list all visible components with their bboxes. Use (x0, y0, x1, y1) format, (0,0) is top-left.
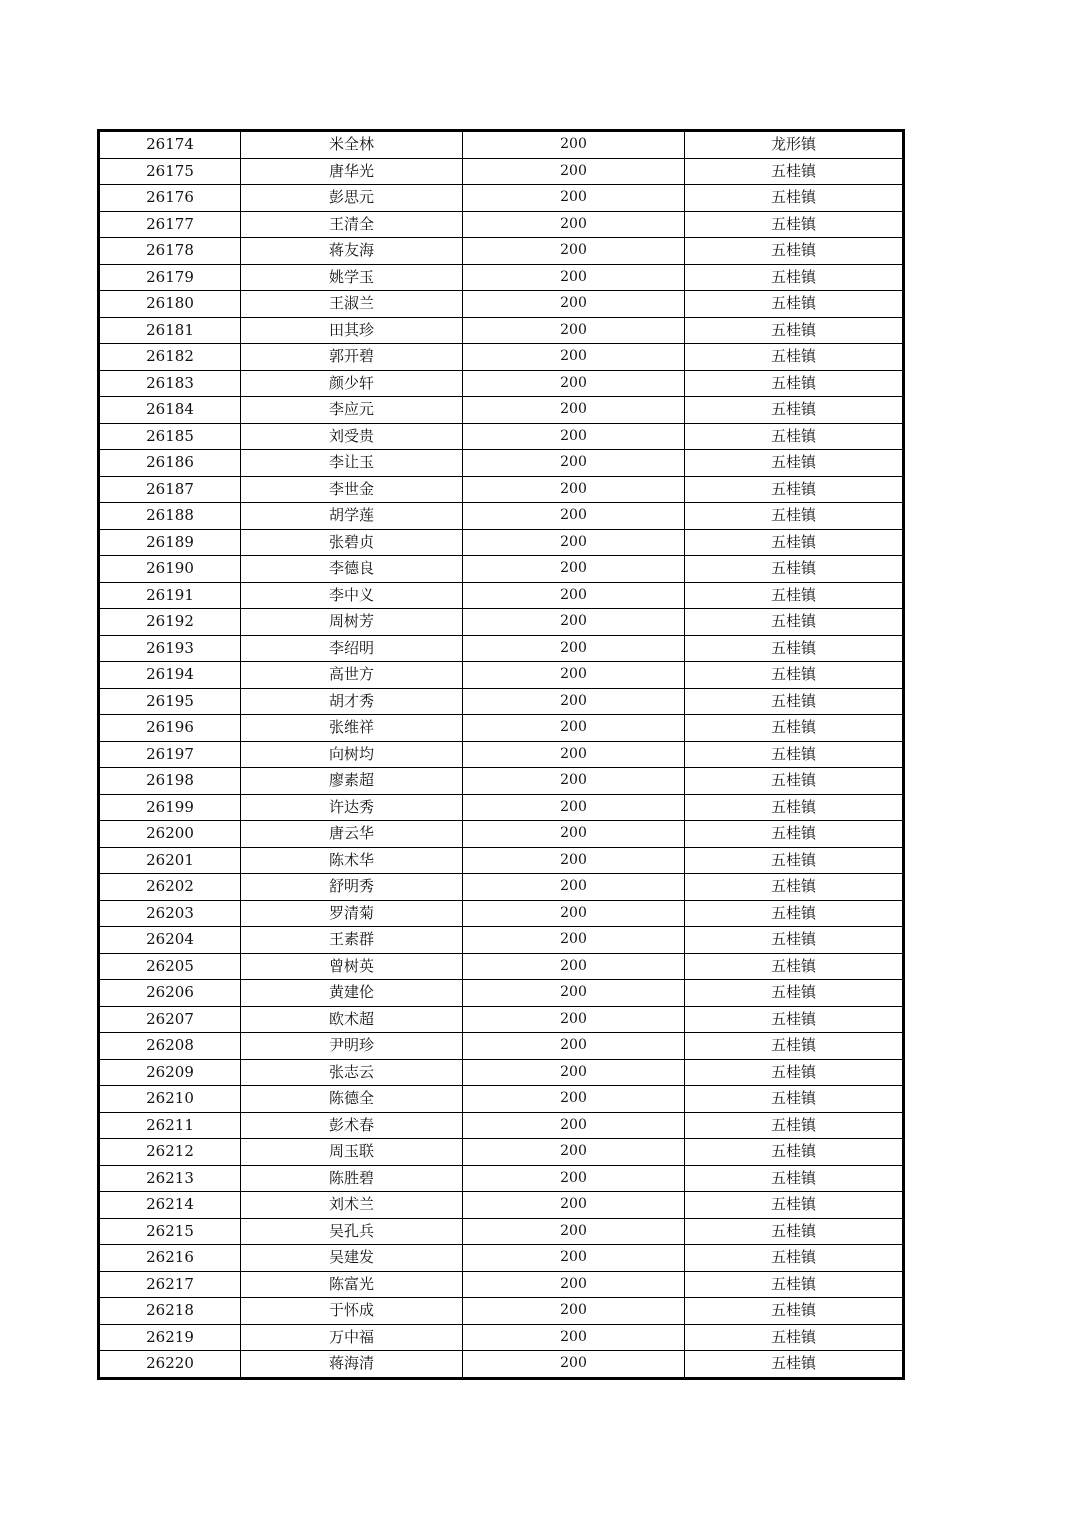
table-row (100, 556, 903, 583)
cell-town: 五桂镇 (685, 238, 903, 265)
cell-id: 26187 (100, 476, 241, 503)
table-row (100, 1218, 903, 1245)
cell-name: 张碧贞 (241, 529, 463, 556)
cell-amount: 200 (463, 1059, 685, 1086)
cell-id: 26195 (100, 688, 241, 715)
cell-town: 五桂镇 (685, 609, 903, 636)
cell-amount: 200 (463, 1139, 685, 1166)
table-row (100, 662, 903, 689)
cell-id: 26178 (100, 238, 241, 265)
cell-amount: 200 (463, 1298, 685, 1325)
cell-amount: 200 (463, 635, 685, 662)
cell-amount: 200 (463, 980, 685, 1007)
table-row (100, 927, 903, 954)
cell-name: 彭思元 (241, 185, 463, 212)
data-table (99, 131, 903, 1378)
table-row (100, 370, 903, 397)
cell-id: 26204 (100, 927, 241, 954)
cell-town: 五桂镇 (685, 1033, 903, 1060)
table-row (100, 874, 903, 901)
table-row (100, 158, 903, 185)
cell-name: 李绍明 (241, 635, 463, 662)
cell-name: 蒋友海 (241, 238, 463, 265)
cell-id: 26218 (100, 1298, 241, 1325)
cell-id: 26175 (100, 158, 241, 185)
cell-town: 五桂镇 (685, 450, 903, 477)
cell-amount: 200 (463, 927, 685, 954)
cell-amount: 200 (463, 794, 685, 821)
cell-id: 26186 (100, 450, 241, 477)
table-row (100, 1351, 903, 1378)
cell-name: 刘受贵 (241, 423, 463, 450)
cell-town: 五桂镇 (685, 635, 903, 662)
cell-amount: 200 (463, 741, 685, 768)
table-row (100, 847, 903, 874)
cell-amount: 200 (463, 1006, 685, 1033)
cell-amount: 200 (463, 715, 685, 742)
table-row (100, 1033, 903, 1060)
cell-id: 26219 (100, 1324, 241, 1351)
cell-id: 26179 (100, 264, 241, 291)
cell-town: 五桂镇 (685, 953, 903, 980)
cell-town: 五桂镇 (685, 927, 903, 954)
cell-id: 26203 (100, 900, 241, 927)
cell-id: 26191 (100, 582, 241, 609)
cell-town: 五桂镇 (685, 211, 903, 238)
cell-name: 王清全 (241, 211, 463, 238)
table-row (100, 529, 903, 556)
cell-id: 26212 (100, 1139, 241, 1166)
cell-amount: 200 (463, 847, 685, 874)
table-row (100, 344, 903, 371)
cell-name: 王淑兰 (241, 291, 463, 318)
cell-id: 26201 (100, 847, 241, 874)
cell-amount: 200 (463, 821, 685, 848)
table-row (100, 741, 903, 768)
cell-town: 五桂镇 (685, 1271, 903, 1298)
cell-id: 26189 (100, 529, 241, 556)
cell-name: 陈德全 (241, 1086, 463, 1113)
cell-name: 彭术春 (241, 1112, 463, 1139)
cell-amount: 200 (463, 397, 685, 424)
cell-amount: 200 (463, 1165, 685, 1192)
cell-name: 吴建发 (241, 1245, 463, 1272)
table-row (100, 1139, 903, 1166)
table-row (100, 132, 903, 159)
table-row (100, 821, 903, 848)
cell-name: 周玉联 (241, 1139, 463, 1166)
cell-name: 吴孔兵 (241, 1218, 463, 1245)
cell-town: 五桂镇 (685, 185, 903, 212)
table-row (100, 1192, 903, 1219)
cell-id: 26188 (100, 503, 241, 530)
cell-id: 26190 (100, 556, 241, 583)
table-row (100, 794, 903, 821)
cell-name: 张志云 (241, 1059, 463, 1086)
cell-amount: 200 (463, 609, 685, 636)
cell-id: 26210 (100, 1086, 241, 1113)
cell-amount: 200 (463, 1324, 685, 1351)
cell-id: 26192 (100, 609, 241, 636)
cell-town: 五桂镇 (685, 1324, 903, 1351)
cell-name: 米全林 (241, 132, 463, 159)
cell-id: 26196 (100, 715, 241, 742)
cell-amount: 200 (463, 1086, 685, 1113)
cell-name: 蒋海清 (241, 1351, 463, 1378)
cell-amount: 200 (463, 1192, 685, 1219)
cell-town: 五桂镇 (685, 900, 903, 927)
cell-town: 五桂镇 (685, 397, 903, 424)
cell-id: 26194 (100, 662, 241, 689)
cell-name: 姚学玉 (241, 264, 463, 291)
table-row (100, 264, 903, 291)
table-row (100, 185, 903, 212)
cell-name: 许达秀 (241, 794, 463, 821)
table-row (100, 1245, 903, 1272)
table-row (100, 1006, 903, 1033)
data-table-container (97, 129, 905, 1380)
cell-amount: 200 (463, 662, 685, 689)
cell-name: 向树均 (241, 741, 463, 768)
cell-town: 龙形镇 (685, 132, 903, 159)
cell-amount: 200 (463, 529, 685, 556)
cell-id: 26199 (100, 794, 241, 821)
cell-amount: 200 (463, 370, 685, 397)
table-row (100, 476, 903, 503)
cell-town: 五桂镇 (685, 476, 903, 503)
cell-id: 26213 (100, 1165, 241, 1192)
cell-town: 五桂镇 (685, 1245, 903, 1272)
cell-name: 唐华光 (241, 158, 463, 185)
cell-amount: 200 (463, 874, 685, 901)
table-row (100, 423, 903, 450)
cell-amount: 200 (463, 450, 685, 477)
cell-town: 五桂镇 (685, 741, 903, 768)
cell-amount: 200 (463, 158, 685, 185)
table-row (100, 715, 903, 742)
cell-town: 五桂镇 (685, 980, 903, 1007)
cell-name: 田其珍 (241, 317, 463, 344)
cell-name: 李世金 (241, 476, 463, 503)
cell-id: 26181 (100, 317, 241, 344)
cell-amount: 200 (463, 503, 685, 530)
table-row (100, 688, 903, 715)
cell-amount: 200 (463, 556, 685, 583)
cell-id: 26176 (100, 185, 241, 212)
table-row (100, 211, 903, 238)
cell-id: 26208 (100, 1033, 241, 1060)
cell-town: 五桂镇 (685, 317, 903, 344)
cell-name: 李中义 (241, 582, 463, 609)
cell-id: 26216 (100, 1245, 241, 1272)
cell-id: 26185 (100, 423, 241, 450)
cell-name: 张维祥 (241, 715, 463, 742)
table-row (100, 397, 903, 424)
cell-amount: 200 (463, 185, 685, 212)
cell-id: 26215 (100, 1218, 241, 1245)
cell-town: 五桂镇 (685, 1351, 903, 1378)
table-row (100, 980, 903, 1007)
cell-id: 26200 (100, 821, 241, 848)
cell-town: 五桂镇 (685, 874, 903, 901)
cell-amount: 200 (463, 423, 685, 450)
cell-amount: 200 (463, 1271, 685, 1298)
cell-town: 五桂镇 (685, 158, 903, 185)
cell-town: 五桂镇 (685, 1112, 903, 1139)
cell-amount: 200 (463, 264, 685, 291)
cell-name: 于怀成 (241, 1298, 463, 1325)
cell-town: 五桂镇 (685, 715, 903, 742)
cell-town: 五桂镇 (685, 291, 903, 318)
cell-name: 王素群 (241, 927, 463, 954)
cell-name: 高世方 (241, 662, 463, 689)
cell-town: 五桂镇 (685, 794, 903, 821)
table-row (100, 900, 903, 927)
cell-id: 26207 (100, 1006, 241, 1033)
cell-name: 周树芳 (241, 609, 463, 636)
cell-amount: 200 (463, 768, 685, 795)
cell-amount: 200 (463, 1112, 685, 1139)
cell-amount: 200 (463, 344, 685, 371)
table-row (100, 317, 903, 344)
cell-town: 五桂镇 (685, 370, 903, 397)
cell-name: 唐云华 (241, 821, 463, 848)
cell-id: 26198 (100, 768, 241, 795)
table-row (100, 635, 903, 662)
cell-amount: 200 (463, 1033, 685, 1060)
cell-amount: 200 (463, 582, 685, 609)
cell-town: 五桂镇 (685, 662, 903, 689)
cell-id: 26182 (100, 344, 241, 371)
table-row (100, 1271, 903, 1298)
cell-amount: 200 (463, 953, 685, 980)
cell-name: 曾树英 (241, 953, 463, 980)
cell-id: 26206 (100, 980, 241, 1007)
cell-town: 五桂镇 (685, 1059, 903, 1086)
table-row (100, 1059, 903, 1086)
cell-name: 陈术华 (241, 847, 463, 874)
cell-id: 26217 (100, 1271, 241, 1298)
cell-amount: 200 (463, 132, 685, 159)
cell-name: 黄建伦 (241, 980, 463, 1007)
cell-town: 五桂镇 (685, 1192, 903, 1219)
cell-amount: 200 (463, 476, 685, 503)
cell-id: 26202 (100, 874, 241, 901)
cell-name: 舒明秀 (241, 874, 463, 901)
cell-amount: 200 (463, 317, 685, 344)
table-row (100, 1112, 903, 1139)
cell-name: 廖素超 (241, 768, 463, 795)
cell-amount: 200 (463, 1245, 685, 1272)
table-row (100, 1086, 903, 1113)
cell-town: 五桂镇 (685, 529, 903, 556)
cell-id: 26211 (100, 1112, 241, 1139)
cell-town: 五桂镇 (685, 503, 903, 530)
cell-town: 五桂镇 (685, 582, 903, 609)
cell-town: 五桂镇 (685, 264, 903, 291)
cell-amount: 200 (463, 238, 685, 265)
table-row (100, 609, 903, 636)
cell-town: 五桂镇 (685, 423, 903, 450)
cell-town: 五桂镇 (685, 1086, 903, 1113)
cell-town: 五桂镇 (685, 344, 903, 371)
table-row (100, 582, 903, 609)
cell-town: 五桂镇 (685, 1298, 903, 1325)
cell-id: 26183 (100, 370, 241, 397)
cell-id: 26174 (100, 132, 241, 159)
cell-name: 李应元 (241, 397, 463, 424)
cell-amount: 200 (463, 1351, 685, 1378)
cell-id: 26205 (100, 953, 241, 980)
cell-name: 欧术超 (241, 1006, 463, 1033)
cell-id: 26197 (100, 741, 241, 768)
cell-town: 五桂镇 (685, 768, 903, 795)
cell-name: 尹明珍 (241, 1033, 463, 1060)
cell-town: 五桂镇 (685, 847, 903, 874)
cell-name: 罗清菊 (241, 900, 463, 927)
cell-id: 26180 (100, 291, 241, 318)
cell-id: 26220 (100, 1351, 241, 1378)
cell-name: 李德良 (241, 556, 463, 583)
cell-amount: 200 (463, 211, 685, 238)
cell-name: 陈胜碧 (241, 1165, 463, 1192)
table-row (100, 953, 903, 980)
table-row (100, 503, 903, 530)
cell-name: 郭开碧 (241, 344, 463, 371)
cell-town: 五桂镇 (685, 688, 903, 715)
cell-id: 26177 (100, 211, 241, 238)
cell-id: 26184 (100, 397, 241, 424)
cell-name: 陈富光 (241, 1271, 463, 1298)
cell-amount: 200 (463, 1218, 685, 1245)
table-row (100, 1298, 903, 1325)
cell-id: 26209 (100, 1059, 241, 1086)
cell-town: 五桂镇 (685, 821, 903, 848)
cell-name: 李让玉 (241, 450, 463, 477)
table-body (100, 132, 903, 1378)
cell-name: 胡才秀 (241, 688, 463, 715)
cell-town: 五桂镇 (685, 1218, 903, 1245)
table-row (100, 291, 903, 318)
cell-town: 五桂镇 (685, 556, 903, 583)
cell-amount: 200 (463, 900, 685, 927)
table-row (100, 450, 903, 477)
cell-name: 刘术兰 (241, 1192, 463, 1219)
cell-amount: 200 (463, 688, 685, 715)
cell-name: 胡学莲 (241, 503, 463, 530)
cell-amount: 200 (463, 291, 685, 318)
cell-name: 颜少轩 (241, 370, 463, 397)
table-row (100, 1324, 903, 1351)
cell-town: 五桂镇 (685, 1006, 903, 1033)
cell-name: 万中福 (241, 1324, 463, 1351)
cell-town: 五桂镇 (685, 1165, 903, 1192)
table-row (100, 768, 903, 795)
table-row (100, 1165, 903, 1192)
cell-town: 五桂镇 (685, 1139, 903, 1166)
cell-id: 26193 (100, 635, 241, 662)
cell-id: 26214 (100, 1192, 241, 1219)
table-row (100, 238, 903, 265)
